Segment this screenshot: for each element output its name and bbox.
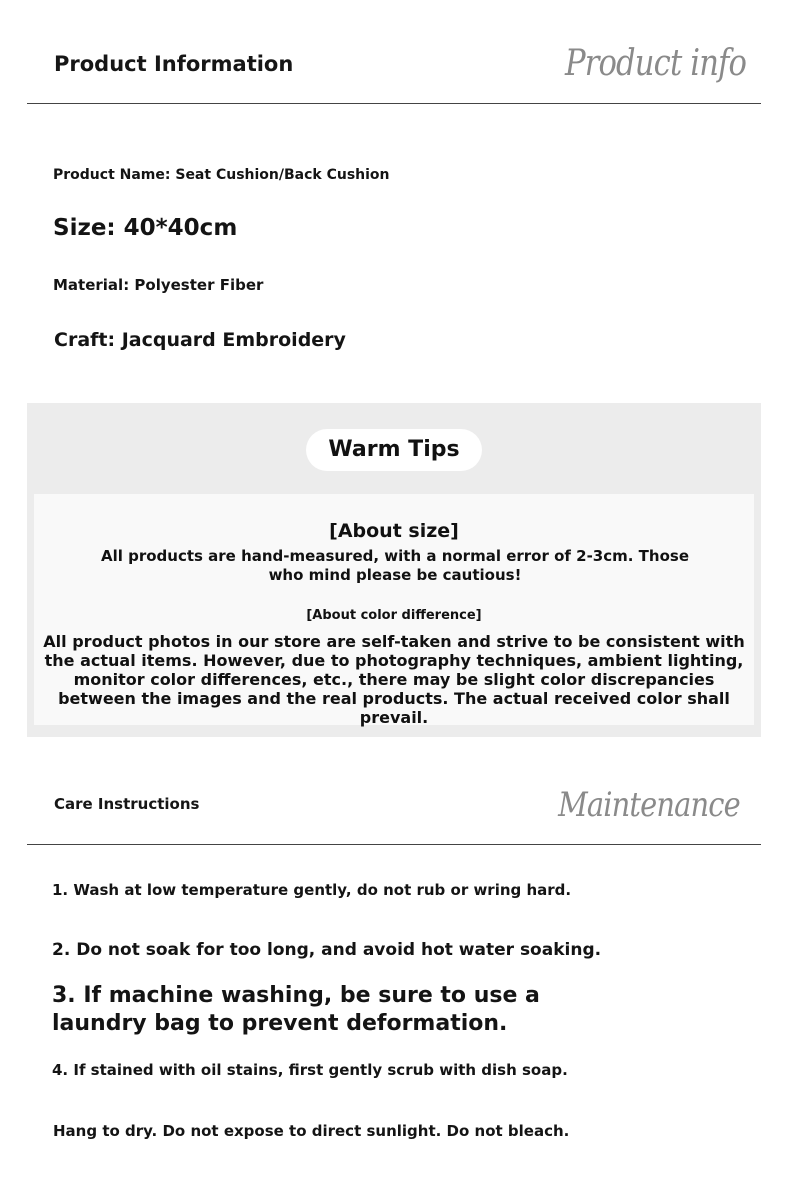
care-item-2: 2. Do not soak for too long, and avoid hot water soaking.: [52, 940, 602, 960]
care-item-1: 1. Wash at low temperature gently, do not rub or wring hard.: [52, 881, 572, 899]
product-name-line: Product Name: Seat Cushion/Back Cushion: [53, 167, 390, 183]
care-item-3: 3. If machine washing, be sure to use a laundry bag to prevent deformation.: [52, 983, 540, 1036]
product-size-line: Size: 40*40cm: [53, 215, 238, 241]
care-instructions-title: Care Instructions: [54, 795, 200, 813]
care-divider: [27, 844, 761, 845]
about-size-heading: [About size]: [329, 520, 459, 542]
about-size-text: All products are hand-measured, with a normal error of 2-3cm. Those who mind please be cautious!: [100, 547, 690, 584]
product-material-line: Material: Polyester Fiber: [53, 276, 264, 294]
product-info-title: Product Information: [54, 52, 294, 76]
product-info-divider: [27, 103, 761, 104]
about-color-text: All product photos in our store are self-taken and strive to be consistent with the actual items. However, due to photography techniques, ambient lighting, monitor color differences, etc., there may be slight color discrepancies between the images and the real products. The actual received color shall prevail.: [43, 632, 745, 727]
care-script-label: Maintenance: [558, 785, 740, 825]
product-info-script-label: Product info: [564, 43, 746, 84]
product-craft-line: Craft: Jacquard Embroidery: [54, 329, 346, 351]
warm-tips-title: Warm Tips: [306, 429, 482, 471]
care-item-5: Hang to dry. Do not expose to direct sunlight. Do not bleach.: [53, 1122, 570, 1140]
care-item-4: 4. If stained with oil stains, first gently scrub with dish soap.: [52, 1061, 568, 1079]
about-color-heading: [About color difference]: [306, 608, 482, 623]
